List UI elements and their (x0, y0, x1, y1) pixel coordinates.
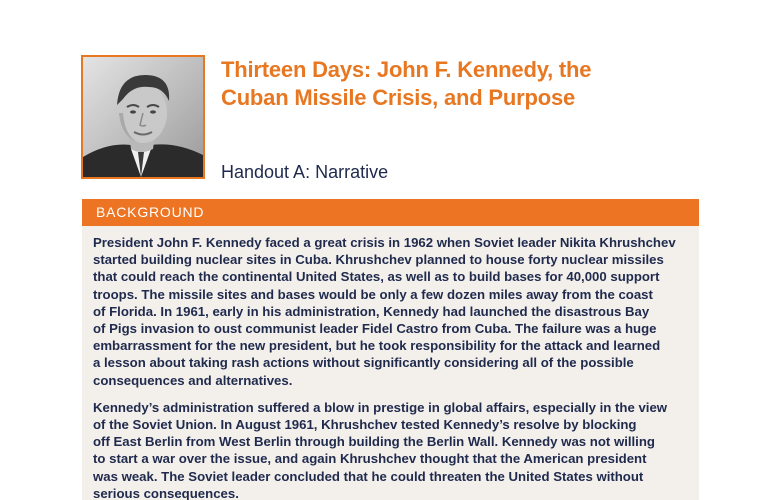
page-subtitle: Handout A: Narrative (221, 162, 389, 182)
narrative-body (82, 226, 699, 500)
paragraph-2: Kennedy’s administration suffered a blow in prestige in global affairs, especially in the view of the Soviet Union. In August 1961, Khrushchev tested Kennedy’s resolve by blocking off East Berlin from West Berlin through building the Berlin Wall. Kennedy was not willing to start a war over the issue, and again Khrushchev thought that the American president was weak. The Soviet leader concluded that he could threaten the United States without serious consequences. (93, 399, 668, 500)
page-title: Thirteen Days: John F. Kennedy, the Cuban Missile Crisis, and Purpose (221, 57, 592, 110)
section-header-background (82, 199, 699, 226)
section-header-label: BACKGROUND (96, 204, 205, 220)
paragraph-1: President John F. Kennedy faced a great crisis in 1962 when Soviet leader Nikita Khrushchev started building nuclear sites in Cuba. Khrushchev planned to house forty nuclear missiles that could reach the continental United States, as well as to build bases for 40,000 support troops. The missile sites and bases would be only a few dozen miles away from the coast of Florida. In 1961, early in his administration, Kennedy had launched the disastrous Bay of Pigs invasion to oust communist leader Fidel Castro from Cuba. The failure was a huge embarrassment for the new president, but he took responsibility for the attack and learned a lesson about taking rash actions without significantly considering all of the possible consequences and alternatives. (93, 235, 676, 388)
portrait-photo (81, 55, 205, 179)
jfk-portrait-icon (83, 57, 203, 177)
